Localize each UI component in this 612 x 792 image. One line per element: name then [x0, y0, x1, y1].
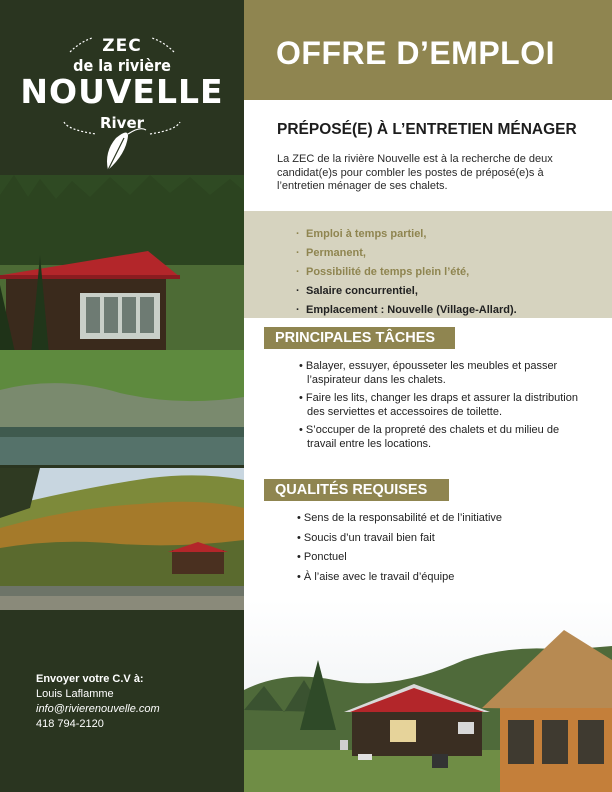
- contact-name: Louis Laflamme: [36, 688, 114, 700]
- job-intro: La ZEC de la rivière Nouvelle est à la recherche de deux candidat(e)s pour combler les postes de préposé(e)s à l’entretien ménager de ses chalets.: [277, 153, 553, 192]
- qualities-list: [297, 512, 502, 590]
- quality-item: • Soucis d’un travail bien fait: [297, 531, 435, 544]
- tasks-heading: PRINCIPALES TÂCHES: [264, 327, 455, 349]
- logo-subtitle: de la rivière: [73, 56, 171, 75]
- qualities-heading: QUALITÉS REQUISES: [264, 479, 449, 501]
- page-title: OFFRE D’EMPLOI: [276, 35, 555, 71]
- condition-item: · Salaire concurrentiel,: [296, 285, 418, 297]
- chalets-photo: [244, 600, 612, 792]
- left-column: [0, 0, 244, 792]
- quality-item: • Ponctuel: [297, 551, 347, 563]
- contact-email[interactable]: info@rivierenouvelle.com: [36, 703, 160, 715]
- condition-item: · Possibilité de temps plein l’été,: [296, 266, 470, 278]
- tasks-list: [297, 360, 587, 456]
- logo-nouvelle: NOUVELLE: [20, 72, 224, 111]
- condition-item: · Permanent,: [296, 247, 366, 259]
- job-title: PRÉPOSÉ(E) À L’ENTRETIEN MÉNAGER: [277, 121, 577, 138]
- quality-item: • Sens de la responsabilité et de l’initiative: [297, 512, 503, 524]
- header-banner: [244, 0, 612, 100]
- contact-block: [36, 672, 160, 732]
- autumn-cabin-photo: [0, 468, 244, 610]
- cabin-lake-photo: [0, 175, 244, 465]
- task-item: • Balayer, essuyer, épousseter les meubles et passer l’aspirateur dans les chalets.: [299, 360, 558, 386]
- quality-item: • À l’aise avec le travail d’équipe: [297, 570, 455, 583]
- condition-item: · Emplacement : Nouvelle (Village-Allard).: [296, 304, 517, 316]
- conditions-band: [244, 211, 612, 318]
- contact-heading: Envoyer votre C.V à:: [36, 673, 144, 685]
- zec-logo: [0, 30, 244, 180]
- task-item: • S’occuper de la propreté des chalets et du milieu de travail entre les locations.: [299, 424, 560, 450]
- condition-item: · Emploi à temps partiel,: [296, 228, 427, 240]
- logo-zec: ZEC: [102, 36, 142, 56]
- task-item: • Faire les lits, changer les draps et assurer la distribution des serviettes et accessoires de toilette.: [299, 392, 578, 418]
- conditions-list: [296, 225, 517, 320]
- contact-phone: 418 794-2120: [36, 718, 104, 730]
- logo-river: River: [99, 114, 145, 132]
